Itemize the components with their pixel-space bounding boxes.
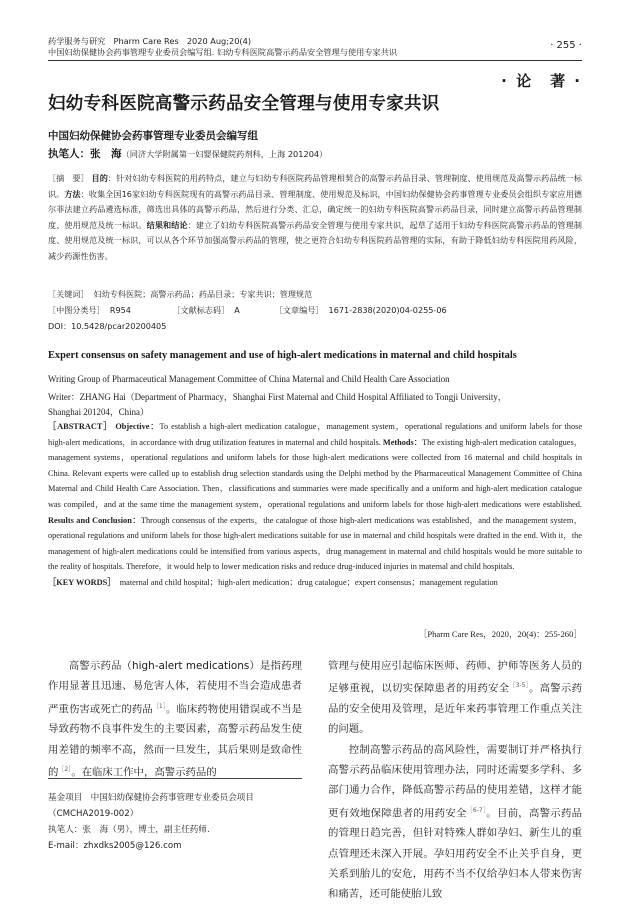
ref-marker: ［6-7］	[466, 806, 487, 814]
abstract-en-label: ［ABSTRACT］	[48, 422, 113, 431]
body-left-column	[48, 656, 302, 783]
doc-value: A	[234, 305, 240, 315]
author-group: 中国妇幼保健协会药事管理专业委员会编写组	[48, 130, 258, 142]
body-right-column	[328, 656, 582, 905]
abstract-en	[48, 419, 582, 591]
writer-name: 张 海	[90, 148, 122, 160]
keywords-en-text: maternal and child hospital；high-alert medication；drug catalogue；expert consensus；management regulation	[119, 577, 498, 587]
results-en-label: Results and Conclusion：	[48, 515, 141, 525]
citation-line: 中国妇幼保健协会药事管理专业委员会编写组. 妇幼专科医院高警示药品安全管理与使用专家共识	[48, 47, 398, 57]
section-tag: · 论 著 ·	[501, 72, 582, 90]
results-en-text: Through consensus of the experts，the catalogue of those high-alert medications was established，and the management system，operational regulations and uniform labels for those high-alert medications suitable for use in maternal and child hospitals were drafted in the end. With it，the management of high-alert medications could be intensified from various aspects，drug management in maternal and child hospitals would be more suitable to the reality of hospitals. Therefore，it would help to lower medication risks and reduce drug-induced injuries in maternal and child hospitals.	[48, 515, 582, 572]
methods-text: ：收集全国16家妇幼专科医院现有的高警示药品目录、管理制度、使用规范及标识，中国妇幼保健协会药事管理专业委员会组织专家应用德尔菲法建立药品遴选标准，筛选出具体的高警示药品，然后进行分类、汇总，确定统一的妇幼专科医院高警示药品目录，同时建立高警示药品管理制度、使用规范及统一标识。	[48, 188, 582, 230]
writer-line-en: Writer：ZHANG Hai（Department of Pharmacy，Shanghai First Maternal and Child Hospital Affiliated to Tongji University，	[48, 392, 507, 402]
citation-ref: ［Pharm Care Res，2020，20(4)：255-260］	[418, 629, 582, 639]
writer-affiliation: （同济大学附属第一妇婴保健院药剂科，上海 201204）	[121, 149, 328, 159]
abstract-cn	[48, 171, 582, 265]
objective-label: 目的	[91, 173, 108, 183]
author-group-en: Writing Group of Pharmaceutical Management Committee of China Maternal and Child Health Care Association	[48, 374, 450, 384]
title-en: Expert consensus on safety management and use of high-alert medications in maternal and child hospitals	[48, 350, 517, 361]
header-rule	[48, 60, 582, 61]
footnote-rule	[48, 778, 302, 779]
article-label: ［文章编号］	[274, 305, 324, 315]
objective-text: ：针对妇幼专科医院的用药特点，建立与妇幼专科医院药品管理相契合的高警示药品目录、管理制度、使用规范及高警示药品统一标识。	[48, 173, 582, 199]
body-paragraph: 高警示药品（high-alert medications）是指药理作用显著且迅速、易危害人体，若使用不当会造成患者严重伤害或死亡的药品$^{[1]}$。临床药物使用错误或不当是导致药物不良事件发生的主要因素，高警示药品发生使用差错的频率不高，然而一旦发生，其后果则是致命性的$^{[2]}$。在临床工作中，高警示药品的	[48, 660, 303, 779]
methods-en-text: The existing high-alert medication catalogues，management systems，operational regulations and uniform labels for those high-alert medications were collected from 16 maternal and child hospitals in China. Relevant experts were called up to establish drug selection standards using the Delphi method by the Pharmaceutical Management Committee of China Maternal and Child Health Care Association. Then，classifications and summaries were made specifically and a uniform and high-alert medication catalogue was compiled，and at the same time the management system，operational regulations and uniform labels for those high-alert medications were established.	[48, 437, 583, 509]
objective-en-text: To establish a high-alert medication catalogue，management system，operational regulations and uniform labels for those high-alert medications，in accordance with drug utilization features in maternal and child hospitals.	[48, 422, 583, 447]
keywords-cn	[48, 289, 312, 300]
fund-line	[48, 790, 308, 822]
classification-row	[48, 305, 447, 316]
clc-label: ［中图分类号］	[48, 305, 105, 315]
page-number: · 255 ·	[550, 40, 582, 51]
results-label: 结果和结论	[146, 219, 188, 230]
footnote-email: E-mail：zhxdks2005@126.com	[48, 841, 182, 851]
body-paragraph: 管理与使用应引起临床医师、药师、护师等医务人员的足够重视，以切实保障患者的用药安全$^{[3-5]}$。高警示药品的安全使用及管理，是近年来药事管理工作重点关注的问题。	[328, 660, 582, 736]
abstract-label: ［摘 要］	[48, 173, 89, 183]
footnote-writer: 执笔人：张 海（男），博士，副主任药师.	[48, 825, 210, 835]
doc-label: ［文献标志码］	[172, 305, 230, 315]
objective-en-label: Objective：	[115, 422, 160, 431]
writer-label: 执笔人：	[48, 148, 90, 160]
journal-line: 药学服务与研究 Pharm Care Res 2020 Aug;20(4)	[48, 36, 252, 46]
keywords-en-label: ［KEY WORDS］	[48, 577, 116, 587]
ref-marker: ［1］	[152, 702, 166, 710]
fund-label: 基金项目	[48, 793, 83, 803]
keywords-text: 妇幼专科医院；高警示药品；药品目录；专家共识；管理规范	[93, 289, 313, 299]
methods-en-label: Methods：	[382, 437, 423, 447]
page-title: 妇幼专科医院高警示药品安全管理与使用专家共识	[48, 94, 440, 114]
results-text: ：建立了妇幼专科医院高警示药品安全管理与使用专家共识，起草了适用于妇幼专科医院高警示药品的管理制度、使用规范及统一标识，可以从各个环节加强高警示药品的管理，使之更符合妇幼专科医院药品管理的实际，有助于降低妇幼专科医院用药风险，减少药源性伤害。	[48, 219, 582, 261]
article-value: 1671-2838(2020)04-0255-06	[328, 305, 447, 315]
methods-label: 方法	[64, 188, 81, 199]
clc-value: R954	[109, 305, 131, 315]
body-paragraph: 控制高警示药品的高风险性，需要制订并严格执行高警示药品临床使用管理办法，同时还需要多学科、多部门通力合作，降低高警示药品的使用差错，这样才能更有效地保障患者的用药安全$^{[6-7]}$。目前，高警示药品的管理日趋完善，但针对特殊人群如孕妇、新生儿的重点管理还未深入开展。孕妇用药安全不止关乎自身，更关系到胎儿的安危，用药不当不仅给孕妇本人带来伤害和痛苦，还可能使胎儿致	[328, 743, 582, 901]
keywords-label: ［关键词］	[48, 289, 89, 299]
ref-marker: ［3-5］	[509, 682, 529, 690]
ref-marker: ［2］	[58, 765, 72, 773]
doi: DOI：10.5428/pcar20200405	[48, 321, 167, 331]
writer-line-en-2: Shanghai 201204，China）	[48, 407, 149, 417]
footnote	[48, 790, 308, 854]
writer-line	[48, 146, 327, 161]
fund-text: 中国妇幼保健协会药事管理专业委员会项目（CMCHA2019-002）	[48, 793, 254, 819]
